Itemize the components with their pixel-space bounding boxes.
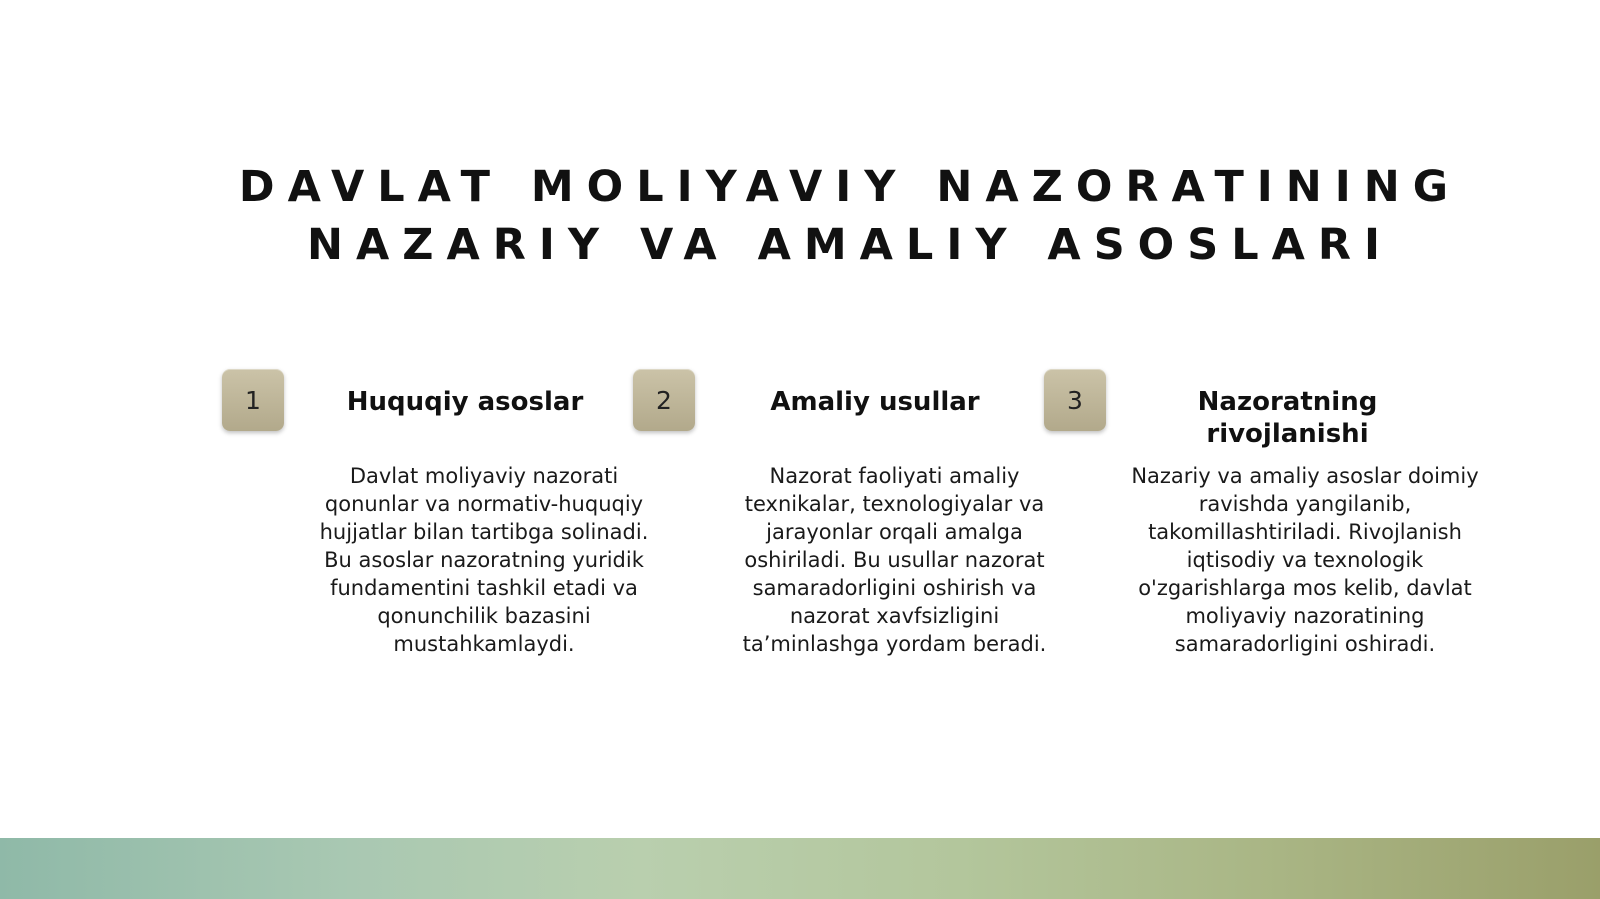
column-2-heading: Amaliy usullar bbox=[770, 387, 980, 417]
column-3-body: Nazariy va amaliy asoslar doimiy ravishda yangilanib, takomillashtiriladi. Rivojlanish iqtisodiy va texnologik o'zgarishlarga mos kelib, davlat moliyaviy nazoratining samaradorligini oshiradi. bbox=[1131, 464, 1479, 656]
step-badge-3: 3 bbox=[1044, 369, 1106, 431]
column-1-body: Davlat moliyaviy nazorati qonunlar va normativ-huquqiy hujjatlar bilan tartibga solinadi. Bu asoslar nazoratning yuridik fundamentini tashkil etadi va qonunchilik bazasini mustahkamlaydi. bbox=[319, 464, 649, 656]
column-1-heading: Huquqiy asoslar bbox=[346, 387, 584, 417]
column-3-heading-wrap bbox=[1150, 386, 1425, 450]
column-2-heading-wrap bbox=[710, 386, 1040, 418]
column-2-body: Nazorat faoliyati amaliy texnikalar, texnologiyalar va jarayonlar orqali amalga oshiriladi. Bu usullar nazorat samaradorligini oshirish va nazorat xavfsizligini ta’minlashga yordam beradi. bbox=[742, 464, 1047, 656]
slide-title-line-1: DAVLAT MOLIYAVIY NAZORATINING bbox=[238, 162, 1462, 212]
column-3-heading: Nazoratning rivojlanishi bbox=[1197, 387, 1378, 449]
column-1-heading-wrap bbox=[300, 386, 630, 418]
slide-title bbox=[150, 158, 1550, 274]
footer-gradient-band bbox=[0, 838, 1600, 899]
slide-title-line-2: NAZARIY VA AMALIY ASOSLARI bbox=[307, 220, 1393, 270]
step-badge-1: 1 bbox=[222, 369, 284, 431]
step-badge-2: 2 bbox=[633, 369, 695, 431]
